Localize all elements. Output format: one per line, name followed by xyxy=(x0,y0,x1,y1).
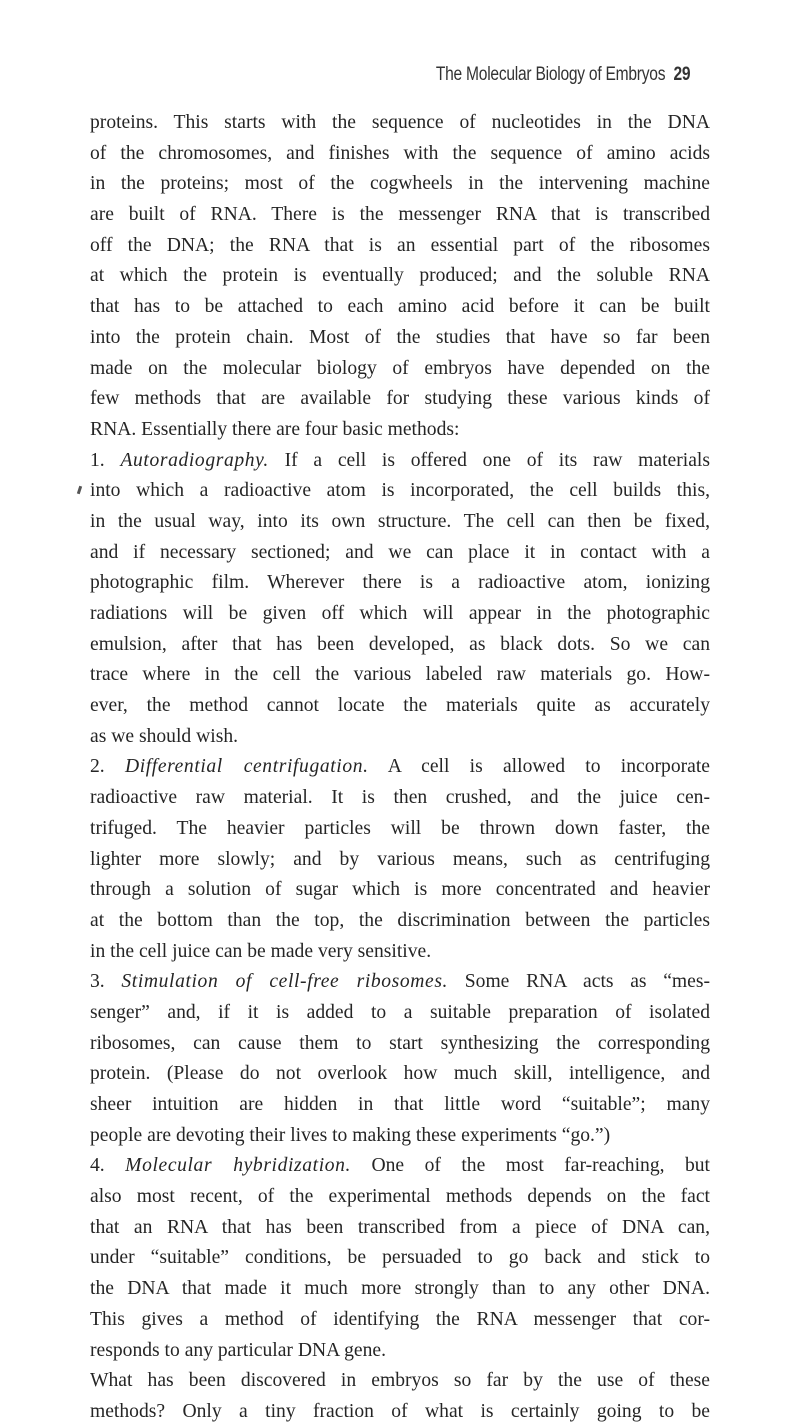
line-text: at which the protein is eventually produced; and the soluble RNA xyxy=(90,265,710,287)
line-text: few methods that are available for studying these various kinds of xyxy=(90,388,710,410)
chapter-title: The Molecular Biology of Embryos xyxy=(435,64,665,85)
text-line xyxy=(90,906,710,937)
text-line xyxy=(90,1366,710,1397)
line-text: ribosomes, can cause them to start synthesizing the corresponding xyxy=(90,1032,710,1054)
line-text: trifuged. The heavier particles will be thrown down faster, the xyxy=(90,817,710,839)
text-line xyxy=(90,937,710,968)
text-line xyxy=(90,1121,710,1152)
line-text: senger” and, if it is added to a suitable preparation of isolated xyxy=(90,1001,710,1023)
method-heading: Differential centrifugation. xyxy=(124,756,369,778)
page-number: 29 xyxy=(673,64,690,85)
line-text: that an RNA that has been transcribed from a piece of DNA can, xyxy=(90,1216,710,1238)
line-text: under “suitable” conditions, be persuaded to go back and stick to xyxy=(90,1247,710,1269)
body-text xyxy=(90,108,710,1428)
line-text: responds to any particular DNA gene. xyxy=(90,1339,387,1361)
line-text: in the usual way, into its own structure. The cell can then be fixed, xyxy=(90,510,710,532)
text-line xyxy=(90,1397,710,1428)
line-text: If a cell is offered one of its raw materials xyxy=(268,449,710,471)
line-text: methods? Only a tiny fraction of what is certainly going to be xyxy=(90,1400,710,1422)
line-text: off the DNA; the RNA that is an essential part of the ribosomes xyxy=(90,234,710,256)
line-text: radioactive raw material. It is then crushed, and the juice cen- xyxy=(90,787,710,809)
text-line xyxy=(90,292,710,323)
text-line xyxy=(90,1029,710,1060)
line-text: One of the most far-reaching, but xyxy=(351,1155,710,1177)
text-line xyxy=(90,967,710,998)
line-text: What has been discovered in embryos so far by the use of these xyxy=(90,1370,710,1392)
line-text: the DNA that made it much more strongly than to any other DNA. xyxy=(90,1278,710,1300)
text-line xyxy=(90,998,710,1029)
list-number: 2. xyxy=(90,756,125,778)
text-line xyxy=(90,599,710,630)
text-line xyxy=(90,354,710,385)
running-head xyxy=(436,64,690,86)
line-text: This gives a method of identifying the RNA messenger that cor- xyxy=(90,1308,710,1330)
line-text: and if necessary sectioned; and we can place it in contact with a xyxy=(90,541,710,563)
line-text: emulsion, after that has been developed, as black dots. So we can xyxy=(90,633,710,655)
line-text: through a solution of sugar which is more concentrated and heavier xyxy=(90,879,710,901)
text-line xyxy=(90,630,710,661)
line-text: also most recent, of the experimental methods depends on the fact xyxy=(90,1186,710,1208)
text-line xyxy=(90,1151,710,1182)
text-line xyxy=(90,538,710,569)
line-text: are built of RNA. There is the messenger RNA that is transcribed xyxy=(90,204,710,226)
text-line xyxy=(90,752,710,783)
line-text: lighter more slowly; and by various means, such as centrifuging xyxy=(90,848,710,870)
text-line xyxy=(90,446,710,477)
text-line xyxy=(90,875,710,906)
text-line xyxy=(90,722,710,753)
method-heading: Molecular hybridization. xyxy=(125,1155,352,1177)
line-text: radiations will be given off which will appear in the photographic xyxy=(90,603,710,624)
list-number: 3. xyxy=(90,971,122,993)
text-line xyxy=(90,384,710,415)
line-text: trace where in the cell the various labeled raw materials go. How- xyxy=(90,664,710,686)
line-text: photographic film. Wherever there is a radioactive atom, ionizing xyxy=(90,572,710,594)
line-text: RNA. Essentially there are four basic methods: xyxy=(90,418,460,440)
text-line xyxy=(90,169,710,200)
method-heading: Autoradiography. xyxy=(120,449,269,471)
line-text: in the proteins; most of the cogwheels in the intervening machine xyxy=(90,173,710,195)
line-text: at the bottom than the top, the discrimination between the particles xyxy=(90,909,710,931)
text-line xyxy=(90,783,710,814)
text-line xyxy=(90,814,710,845)
line-text: sheer intuition are hidden in that little word “suitable”; many xyxy=(90,1094,710,1115)
text-line xyxy=(90,1274,710,1305)
text-line xyxy=(90,691,710,722)
text-line xyxy=(90,261,710,292)
line-text: that has to be attached to each amino acid before it can be built xyxy=(90,296,710,318)
text-line xyxy=(90,200,710,231)
text-line xyxy=(90,1090,710,1121)
text-line xyxy=(90,415,710,446)
text-line xyxy=(90,1336,710,1367)
text-line xyxy=(90,568,710,599)
text-line xyxy=(90,1182,710,1213)
line-text: proteins. This starts with the sequence of nucleotides in the DNA xyxy=(90,112,710,133)
text-line xyxy=(90,1243,710,1274)
text-line xyxy=(90,660,710,691)
text-line xyxy=(90,476,710,507)
line-text: into the protein chain. Most of the studies that have so far been xyxy=(90,326,710,348)
line-text: in the cell juice can be made very sensitive. xyxy=(90,940,432,962)
line-text: made on the molecular biology of embryos have depended on the xyxy=(90,357,710,379)
line-text: as we should wish. xyxy=(90,725,239,747)
line-text: Some RNA acts as “mes- xyxy=(448,971,710,993)
text-line xyxy=(90,231,710,262)
text-line xyxy=(90,507,710,538)
text-line xyxy=(90,1059,710,1090)
line-text: protein. (Please do not overlook how much skill, intelligence, and xyxy=(90,1063,710,1085)
text-line xyxy=(90,845,710,876)
margin-mark xyxy=(77,486,82,495)
line-text: A cell is allowed to incorporate xyxy=(368,756,710,778)
text-line xyxy=(90,108,710,139)
method-heading: Stimulation of cell-free ribosomes. xyxy=(121,971,449,993)
line-text: into which a radioactive atom is incorporated, the cell builds this, xyxy=(90,480,710,502)
text-line xyxy=(90,1305,710,1336)
list-number: 1. xyxy=(90,449,121,471)
text-line xyxy=(90,1213,710,1244)
text-line xyxy=(90,139,710,170)
line-text: ever, the method cannot locate the materials quite as accurately xyxy=(90,695,710,717)
line-text: of the chromosomes, and finishes with the sequence of amino acids xyxy=(90,142,710,164)
text-line xyxy=(90,323,710,354)
line-text: people are devoting their lives to making these experiments “go.”) xyxy=(90,1124,611,1146)
list-number: 4. xyxy=(90,1155,126,1177)
